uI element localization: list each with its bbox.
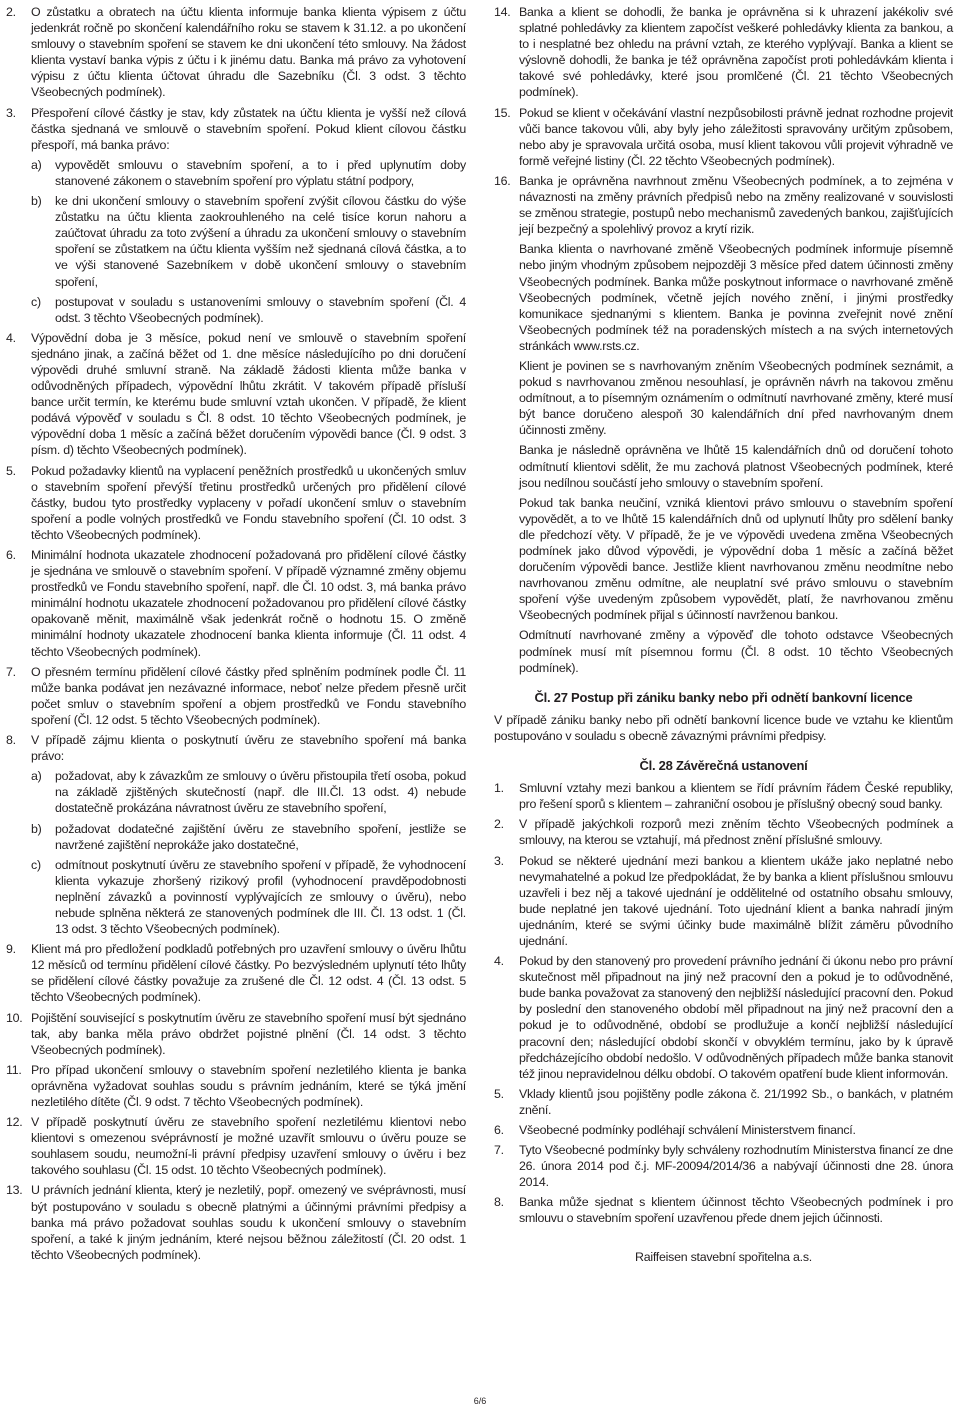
item-number: 6. — [6, 548, 16, 562]
sub-item-c — [31, 294, 466, 326]
sub-item-text: postupovat v souladu s ustanoveními smlouvy o stavebním spoření (Čl. 4 odst. 3 těchto Všeobecných podmínek). — [55, 294, 466, 325]
item-number: 8. — [6, 733, 16, 748]
item-text: Minimální hodnota ukazatele zhodnocení požadovaná pro přidělení cílové částky je sjednána ve smlouvě o stavebním spoření. V případě významné změny objemu prostředků ve Fondu stavebního spoření, např. dle Čl. 10 odst. 3, má banka právo minimální hodnotu ukazatele zhodnocení požadovanou pro přidělení cílové částky opakovaně měnit, maximálně však jedenkrát ročně o hodnotu 15. O změně minimální hodnoty ukazatele zhodnocení banka klienta informuje (Čl. 11 odst. 4 těchto Všeobecných podmínek). — [31, 548, 466, 659]
item-text: Všeobecné podmínky podléhají schválení Ministerstvem financí. — [519, 1123, 856, 1137]
item-number: 8. — [494, 1195, 504, 1210]
final-provision-6 — [494, 1122, 953, 1138]
item-number: 2. — [494, 817, 504, 832]
item-text: Pokud požadavky klientů na vyplacení peněžních prostředků u ukončených smluv o stavebním spoření převýší třetinu prostředků určených pro přidělení cílové částky, budou tyto prostředky vyplaceny v pořadí ukončení smluv o stavebním spoření a podle volných prostředků ve Fondu stavebního spoření (Čl. 10 odst. 3 těchto Všeobecných podmínek). — [31, 463, 466, 542]
item-text: Banka a klient se dohodli, že banka je oprávněna si k uhrazení jakékoliv své splatné pohledávky za klientem započíst veškeré pohledávky klienta za bankou, a to i nesplatné bez ohledu na právní vztah, ze kterého vyplývají. Banka a klient se výslovně dohodli, že banka je též oprávněna započíst proti pohledávkám klienta i takové své pohledávky, které jsou promlčené (Čl. 21 těchto Všeobecných podmínek). — [519, 5, 953, 100]
item-text: Pro případ ukončení smlouvy o stavebním spoření nezletilého klienta je banka oprávněna vyžadovat souhlas soudu s právním jednáním, které se týká jmění nezletilého dítěte (Čl. 9 odst. 7 těchto Všeobecných podmínek). — [31, 1062, 466, 1109]
section-item-12 — [6, 1114, 466, 1178]
item-number: 9. — [6, 942, 16, 957]
item-text: Vklady klientů jsou pojištěny podle zákona č. 21/1992 Sb., o bankách, v platném znění. — [519, 1086, 953, 1117]
sub-item-b — [31, 193, 466, 290]
item-number: 6. — [494, 1123, 504, 1137]
final-provision-7 — [494, 1142, 953, 1190]
sub-item-text: ke dni ukončení smlouvy o stavebním spoření zvýšit cílovou částku do výše zůstatku na účtu klienta zaokrouhleného na celé tisíce korun nahoru a zaúčtovat úhradu za toto zvýšení a úhradu za ukončení smlouvy o stavebním spoření se zůstatkem na účtu klienta vyšším než sjednaná cílová částka, a to ve výši stanovené Sazebníkem v době ukončení smlouvy o stavebním spoření, — [55, 194, 466, 289]
sub-item-text: vypovědět smlouvu o stavebním spoření, a to i před uplynutím doby stanovené zákonem o stavebním spoření pro výplatu státní podpory, — [55, 157, 466, 188]
final-provision-1 — [494, 780, 953, 812]
item-number: 3. — [6, 105, 16, 120]
final-provision-2 — [494, 816, 953, 848]
item-paragraph: Klient je povinen se s navrhovaným zněním Všeobecných podmínek seznámit, a pokud s navrhovanou změnou nesouhlasí, je oprávněn návrh na takovou změnu odmítnout, a to písemným oznámením o odmítnutí navrhované změny, které musí být bance doručeno alespoň 30 kalendářních dní před navrhovaným dnem účinnosti změny. — [519, 358, 953, 438]
item-text: Klient má pro předložení podkladů potřebných pro uzavření smlouvy o úvěru lhůtu 12 měsíců od termínu přidělení cílové částky. Po bezvýsledném uplynutí této lhůty se přidělení cílové částky považuje za zrušené dle Čl. 12 odst. 4 (Čl. 13 odst. 5 těchto Všeobecných podmínek). — [31, 942, 466, 1005]
item-text: V případě zájmu klienta o poskytnutí úvěru ze stavebního spoření má banka právo: — [31, 733, 466, 764]
item-number: 4. — [494, 954, 504, 969]
item-paragraph: Banka klienta o navrhované změně Všeobecných podmínek informuje písemně nebo jiným vhodným způsobem nejpozději 3 měsíce před datem účinnosti změny Všeobecných podmínek. Banka může poskytnout informace o navrhované změně Všeobecných podmínek, včetně jejích nového znění, i jinými prostředky komunikace sjednanými s klientem. Banka je povinna zveřejnit nové znění Všeobecných podmínek též na poradenských místech a na svých internetových stránkách www.rsts.cz. — [519, 242, 953, 353]
item-text: V případě poskytnutí úvěru ze stavebního spoření nezletilému klientovi nebo klientovi s omezenou svéprávností je možné uzavřít smlouvu o úvěru pouze se souhlasem soudu, neumožní-li právní předpisy uzavření smlouvy o úvěru i bez takového souhlasu (Čl. 15 odst. 10 těchto Všeobecných podmínek). — [31, 1115, 466, 1178]
item-number: 5. — [494, 1086, 504, 1101]
sub-item-text: požadovat dodatečné zajištění úvěru ze stavebního spoření, jestliže se navržené zajištění neprokáže jako dostatečné, — [55, 821, 466, 852]
sub-item-letter: a) — [31, 769, 42, 784]
article-27-heading: Čl. 27 Postup při zániku banky nebo při odnětí bankovní licence — [534, 689, 913, 705]
section-item-9 — [6, 941, 466, 1005]
section-item-2 — [6, 4, 466, 101]
item-text: V případě jakýchkoli rozporů mezi zněním těchto Všeobecných podmínek a smlouvy, na kterou se vztahují, má přednost znění příslušné smlouvy. — [519, 817, 953, 848]
section-item-8 — [6, 732, 466, 937]
item-number: 14. — [494, 5, 511, 19]
item-text: Výpovědní doba je 3 měsíce, pokud není ve smlouvě o stavebním spoření sjednáno jinak, a začíná běžet od 1. dne měsíce následujícího po dni doručení výpovědi druhé smluvní straně. Na základě žádosti klienta může banka v odůvodněných případech, výpovědní lhůtu zkrátit. V takovém případě přísluší bance určit termín, ke kterému bude smluvní vztah ukončen. V případě, že klient podává výpověď v souladu s Čl. 8 odst. 10 těchto Všeobecných podmínek, je výpovědní doba 1 měsíc a začíná běžet doručením výpovědi bance (Čl. 9 odst. 3 písm. d) těchto Všeobecných podmínek). — [31, 330, 466, 458]
item-number: 13. — [6, 1183, 23, 1198]
item-text: Tyto Všeobecné podmínky byly schváleny rozhodnutím Ministerstva financí ze dne 26. února 2014 pod č.j. MF-20094/2014/36 a nabývají účinnosti dne 28. února 2014. — [519, 1143, 953, 1190]
left-column — [6, 4, 466, 1267]
item-text: Pokud se klient v očekávání vlastní nezpůsobilosti právně jednat rozhodne projevit vůči bance takovou vůli, aby byly jeho záležitosti spravovány určitým způsobem, nebo aby je spravovala určitá osoba, musí klient takovou vůli projevit výhradně ve formě veřejné listiny (Čl. 22 těchto Všeobecných podmínek). — [519, 105, 953, 168]
sub-item-letter: c) — [31, 294, 41, 309]
item-paragraph: Odmítnutí navrhované změny a výpověď dle tohoto odstavce Všeobecných podmínek musí mít písemnou formu (Čl. 8 odst. 10 těchto Všeobecných podmínek). — [519, 628, 953, 675]
section-item-5 — [6, 463, 466, 543]
item-text: Banka může sjednat s klientem účinnost těchto Všeobecných podmínek i pro smlouvu o stavebním spoření uzavřenou přede dnem jejich účinnosti. — [519, 1195, 953, 1226]
section-item-3 — [6, 105, 466, 326]
item-paragraph: Banka je oprávněna navrhnout změnu Všeobecných podmínek, a to zejména v návaznosti na změny právních předpisů nebo na změny realizované v souvislosti se změnou strategie, postupů nebo mechanismů zavedených bankou, zajišťujících její bezpečný a spolehlivý provoz a krytí rizik. — [519, 173, 953, 237]
final-provision-5 — [494, 1086, 953, 1118]
item-number: 5. — [6, 463, 16, 478]
item-number: 1. — [494, 781, 504, 796]
item-text: O přesném termínu přidělení cílové částky před splněním podmínek podle Čl. 11 může banka podávat jen nezávazné informace, neboť nelze předem přesně určit počet smluv o stavebním spoření a objem prostředků ve Fondu stavebního spoření (Čl. 12 odst. 5 těchto Všeobecných podmínek). — [31, 664, 466, 727]
right-column — [494, 4, 953, 1265]
sub-item-letter: a) — [31, 157, 42, 172]
item-text: Přespoření cílové částky je stav, kdy zůstatek na účtu klienta je vyšší než cílová částka sjednaná ve smlouvě o stavebním spoření. Pokud klient cílovou částku přespoří, má banka právo: — [31, 105, 466, 152]
section-item-6 — [6, 547, 466, 660]
section-item-7 — [6, 664, 466, 728]
sub-item-letter: b) — [31, 821, 42, 836]
section-item-10 — [6, 1010, 466, 1058]
final-provision-8 — [494, 1194, 953, 1226]
sub-item-letter: b) — [31, 194, 42, 209]
section-item-4 — [6, 330, 466, 459]
section-item-15 — [494, 105, 953, 169]
final-provision-3 — [494, 853, 953, 950]
item-number: 16. — [494, 173, 511, 188]
item-number: 15. — [494, 105, 511, 120]
sub-item-a — [31, 157, 466, 189]
item-number: 2. — [6, 5, 16, 19]
final-provision-4 — [494, 953, 953, 1082]
item-number: 4. — [6, 330, 16, 345]
item-number: 12. — [6, 1115, 23, 1130]
item-number: 10. — [6, 1010, 23, 1025]
sub-item-text: požadovat, aby k závazkům ze smlouvy o úvěru přistoupila třetí osoba, pokud na základě zjištěných skutečností (např. dle III.Čl. 13 odst. 4) nebude dostatečně prokázána návratnost úvěru ze stavebního spoření, — [55, 769, 466, 816]
page-number: 6/6 — [473, 1396, 487, 1406]
item-text: Smluvní vztahy mezi bankou a klientem se řídí právním řádem České republiky, pro řešení sporů s klientem – zahraniční osobou je příslušný obecný soud banky. — [519, 781, 953, 812]
sub-item-a — [31, 768, 466, 816]
item-text: O zůstatku a obratech na účtu klienta informuje banka klienta výpisem z účtu jedenkrát ročně po skončení kalendářního roku se stavem k 31.12. a po ukončení smlouvy o stavebním spoření se stavem ke dni ukončení této smlouvy. Na žádost klienta vystaví banka výpis z účtu i k jinému datu. Banka má právo za vyhotovení výpisu z účtu klienta účtovat úhradu dle Sazebníku (Čl. 3 odst. 3 těchto Všeobecných podmínek). — [31, 5, 466, 100]
article-27-text: V případě zániku banky nebo při odnětí bankovní licence bude ve vztahu ke klientům postupováno v souladu s obecně závaznými právními předpisy. — [494, 712, 953, 743]
item-text: Pojištění související s poskytnutím úvěru ze stavebního spoření musí být sjednáno tak, aby banka měla právo obdržet pojistné plnění (Čl. 14 odst. 3 těchto Všeobecných podmínek). — [31, 1010, 466, 1057]
section-item-14 — [494, 4, 953, 101]
item-number: 7. — [6, 664, 16, 679]
company-signature: Raiffeisen stavební spořitelna a.s. — [635, 1249, 812, 1264]
section-item-16 — [494, 173, 953, 676]
sub-item-text: odmítnout poskytnutí úvěru ze stavebního spoření v případě, že vyhodnocení klienta vykazuje zhoršený rizikový profil (vyhodnocení pravděpodobnosti neplnění závazků a povinností vyplývajících ze smlouvy o úvěru), nebo nebude splněna některá ze stanovených podmínek dle III. Čl. 13 odst. 1 (Čl. 13 odst. 3 těchto Všeobecných podmínek). — [55, 857, 466, 937]
section-item-13 — [6, 1182, 466, 1262]
section-item-11 — [6, 1062, 466, 1110]
sub-item-letter: c) — [31, 857, 41, 872]
sub-item-c — [31, 857, 466, 937]
item-number: 11. — [6, 1062, 22, 1077]
item-paragraph: Banka je následně oprávněna ve lhůtě 15 kalendářních dnů od doručení tohoto odmítnutí klientovi sdělit, že mu zachová platnost Všeobecných podmínek, které jsou nedílnou součástí jeho smlouvy o stavebním spoření. — [519, 443, 953, 490]
item-number: 7. — [494, 1143, 504, 1158]
item-text: Pokud by den stanovený pro provedení právního jednání či úkonu nebo pro právní skutečnost měl připadnout na jiný než pracovní den a pokud je to odůvodněné, bude banka považovat za stanovený den nejbližší následující pracovní den. Pokud by poslední den stanoveného období měl připadnout na jiný než pracovní den a pokud je to odůvodněné, období se prodlužuje a končí nejbližší následující pracovní den; následující období skončí v obvyklém termínu, jako by k úpravě předcházejícího období nedošlo. V odůvodněných případech může banka stanovit též jinou nepravidelnou délku období. O takovém opatření bude klient informován. — [519, 954, 953, 1081]
article-28-heading: Čl. 28 Závěrečná ustanovení — [639, 758, 808, 774]
sub-item-b — [31, 821, 466, 853]
item-text: U právních jednání klienta, který je nezletilý, popř. omezený ve svéprávnosti, musí být postupováno v souladu s obecně platnými a účinnými právními předpisy a banka má právo požadovat souhlas soudu k ukončení smlouvy o stavebním spoření, a také k jiným jednáním, které nejsou běžnou záležitostí (Čl. 20 odst. 1 těchto Všeobecných podmínek). — [31, 1183, 466, 1262]
item-paragraph: Pokud tak banka neučiní, vzniká klientovi právo smlouvu o stavebním spoření vypovědět, a to ve lhůtě 15 kalendářních dnů od uplynutí lhůty pro sdělení banky dle předchozí věty. V případě, že je ve výpovědi uvedena změna Všeobecných podmínek jako důvod výpovědi, je výpovědní doba 1 měsíc a začíná běžet doručením výpovědi bance. Jestliže klient navrhovanou změnu neodmítne nebo navrhovanou změnu odmítne, ale neuplatní své právo smlouvu o stavebním spoření výše uvedeným způsobem vypovědět, platí, že navrhovanou změnu Všeobecných podmínek přijal s účinností navrženou bankou. — [519, 495, 953, 623]
item-text: Pokud se některé ujednání mezi bankou a klientem ukáže jako neplatné nebo nevymahatelné a pokud lze předpokládat, že by banka a klient příslušnou smlouvu uzavřeli i bez něj a takové ujednání je oddělitelné od ostatního obsahu smlouvy, bude neplatné jen takové ujednání. Toto ujednání klient a banka nahradí jiným ujednáním, které se svými účinky bude maximálně blížit záměru původního ujednání. — [519, 853, 953, 948]
item-number: 3. — [494, 853, 504, 868]
